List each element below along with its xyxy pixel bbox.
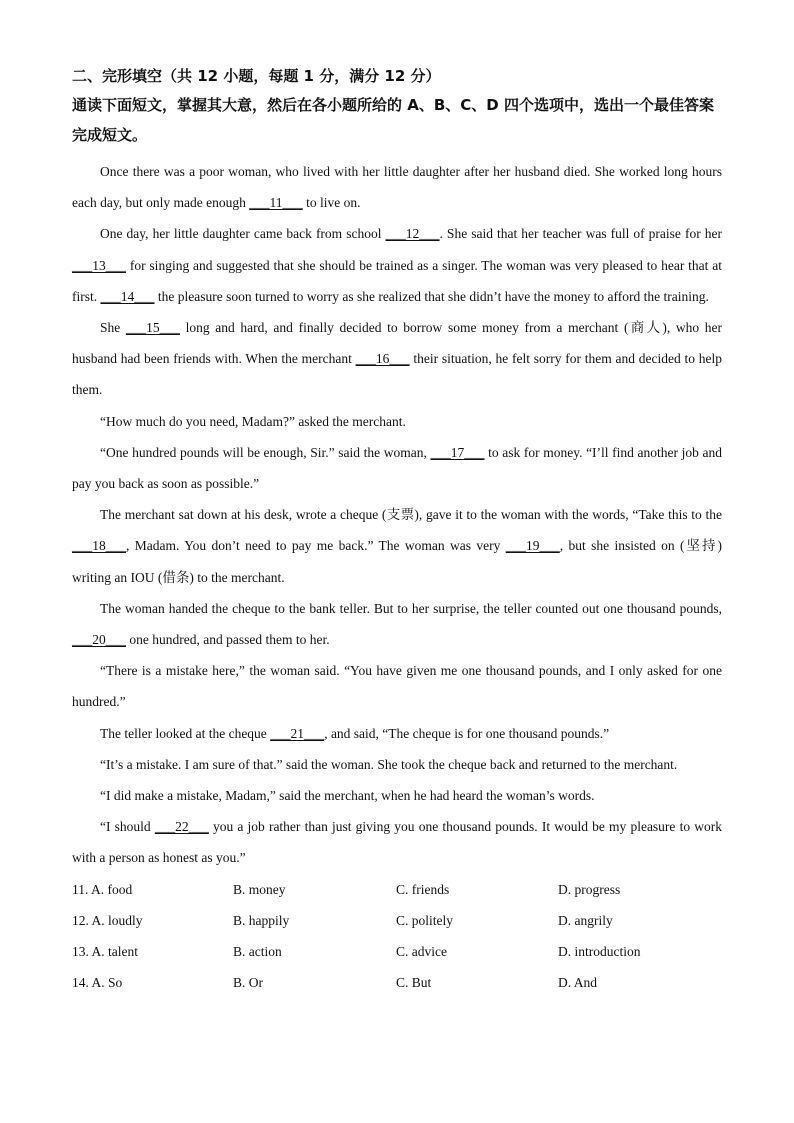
passage-text: long and hard, and finally decided to borrow some money from a merchant (商人), who her husband had been friends with. When the merchant bbox=[72, 320, 723, 367]
passage-text: one hundred, and passed them to her. bbox=[126, 632, 330, 648]
blank-number: ___14___ bbox=[100, 288, 155, 304]
passage-text: you a job rather than just giving you one thousand pounds. It would be my pleasure to work with a person as honest as you.” bbox=[72, 819, 722, 866]
passage-paragraph bbox=[72, 749, 722, 780]
blank-number: ___20___ bbox=[72, 632, 126, 648]
blank-number: ___16___ bbox=[355, 351, 410, 367]
option-choice: C. But bbox=[396, 975, 432, 991]
passage-text: , but she insisted on (坚持) writing an IOU (借条) to the merchant. bbox=[72, 538, 722, 585]
passage-text: The woman handed the cheque to the bank teller. But to her surprise, the teller counted out one thousand pounds, bbox=[100, 600, 722, 616]
passage-paragraph bbox=[72, 156, 722, 218]
blank-number: ___19___ bbox=[505, 538, 560, 554]
option-row bbox=[72, 936, 722, 967]
exam-page bbox=[72, 62, 722, 998]
passage-text: Once there was a poor woman, who lived with her little daughter after her husband died. She worked long hours each day, but only made enough bbox=[72, 164, 722, 211]
passage-text: their situation, he felt sorry for them and decided to help them. bbox=[72, 351, 722, 398]
passage-text: One day, her little daughter came back from school bbox=[100, 226, 386, 242]
option-choice: C. advice bbox=[396, 944, 447, 960]
passage-paragraph bbox=[72, 406, 722, 437]
option-row bbox=[72, 967, 722, 998]
passage-text: “There is a mistake here,” the woman said. “You have given me one thousand pounds, and I only asked for one hundred.” bbox=[72, 663, 722, 710]
passage-text: , Madam. You don’t need to pay me back.” The woman was very bbox=[126, 538, 506, 554]
blank-number: ___13___ bbox=[72, 257, 126, 273]
passage-text: “I should bbox=[100, 819, 155, 835]
blank-number: ___12___ bbox=[385, 226, 440, 242]
option-choice: 12. A. loudly bbox=[72, 912, 143, 928]
blank-number: ___18___ bbox=[72, 538, 126, 554]
passage-paragraph bbox=[72, 312, 722, 406]
passage-text: . She said that her teacher was full of praise for her bbox=[439, 226, 722, 242]
passage-paragraph bbox=[72, 437, 722, 499]
option-row bbox=[72, 905, 722, 936]
cloze-passage bbox=[72, 156, 722, 874]
option-choice: 11. A. food bbox=[72, 881, 133, 897]
passage-text: “How much do you need, Madam?” asked the merchant. bbox=[100, 413, 406, 429]
passage-text: the pleasure soon turned to worry as she realized that she didn’t have the money to afford the training. bbox=[154, 288, 709, 304]
blank-number: ___22___ bbox=[154, 819, 209, 835]
passage-text: to ask for money. “I’ll find another job and pay you back as soon as possible.” bbox=[72, 444, 722, 492]
option-choice: B. action bbox=[233, 944, 282, 960]
option-row bbox=[72, 874, 722, 905]
passage-paragraph bbox=[72, 218, 722, 312]
passage-text: “One hundred pounds will be enough, Sir.” said the woman, bbox=[100, 444, 431, 460]
passage-paragraph bbox=[72, 655, 722, 717]
section-title: 二、完形填空（共 12 小题，每题 1 分，满分 12 分） bbox=[72, 67, 441, 85]
blank-number: ___17___ bbox=[430, 444, 485, 460]
passage-text: “It’s a mistake. I am sure of that.” said the woman. She took the cheque back and returned to the merchant. bbox=[100, 756, 678, 772]
passage-paragraph bbox=[72, 499, 722, 593]
passage-paragraph bbox=[72, 780, 722, 811]
blank-number: ___15___ bbox=[125, 320, 180, 336]
option-choice: 14. A. So bbox=[72, 975, 123, 991]
blank-number: ___11___ bbox=[249, 195, 303, 211]
passage-text: “I did make a mistake, Madam,” said the merchant, when he had heard the woman’s words. bbox=[100, 788, 595, 804]
section-instruction: 通读下面短文，掌握其大意，然后在各小题所给的 A、B、C、D 四个选项中，选出一个最佳答案完成短文。 bbox=[72, 96, 714, 144]
option-choice: C. friends bbox=[396, 881, 450, 897]
blank-number: ___21___ bbox=[270, 725, 325, 741]
option-choice: B. Or bbox=[233, 975, 263, 991]
option-choice: B. money bbox=[233, 881, 286, 897]
passage-paragraph bbox=[72, 593, 722, 655]
option-choice: D. angrily bbox=[558, 912, 613, 928]
passage-paragraph bbox=[72, 718, 722, 749]
passage-text: The merchant sat down at his desk, wrote a cheque (支票), gave it to the woman with the words, “Take this to the bbox=[100, 507, 722, 523]
answer-options bbox=[72, 874, 722, 999]
passage-paragraph bbox=[72, 811, 722, 873]
option-choice: D. And bbox=[558, 975, 598, 991]
passage-text: The teller looked at the cheque bbox=[100, 725, 271, 741]
option-choice: B. happily bbox=[233, 912, 290, 928]
passage-text: She bbox=[100, 320, 126, 336]
option-choice: D. introduction bbox=[558, 944, 641, 960]
passage-text: , and said, “The cheque is for one thousand pounds.” bbox=[324, 725, 610, 741]
option-choice: C. politely bbox=[396, 912, 453, 928]
passage-text: to live on. bbox=[302, 195, 361, 211]
option-choice: D. progress bbox=[558, 881, 621, 897]
passage-text: for singing and suggested that she should be trained as a singer. The woman was very pleased to hear that at first. bbox=[72, 257, 722, 304]
option-choice: 13. A. talent bbox=[72, 944, 138, 960]
